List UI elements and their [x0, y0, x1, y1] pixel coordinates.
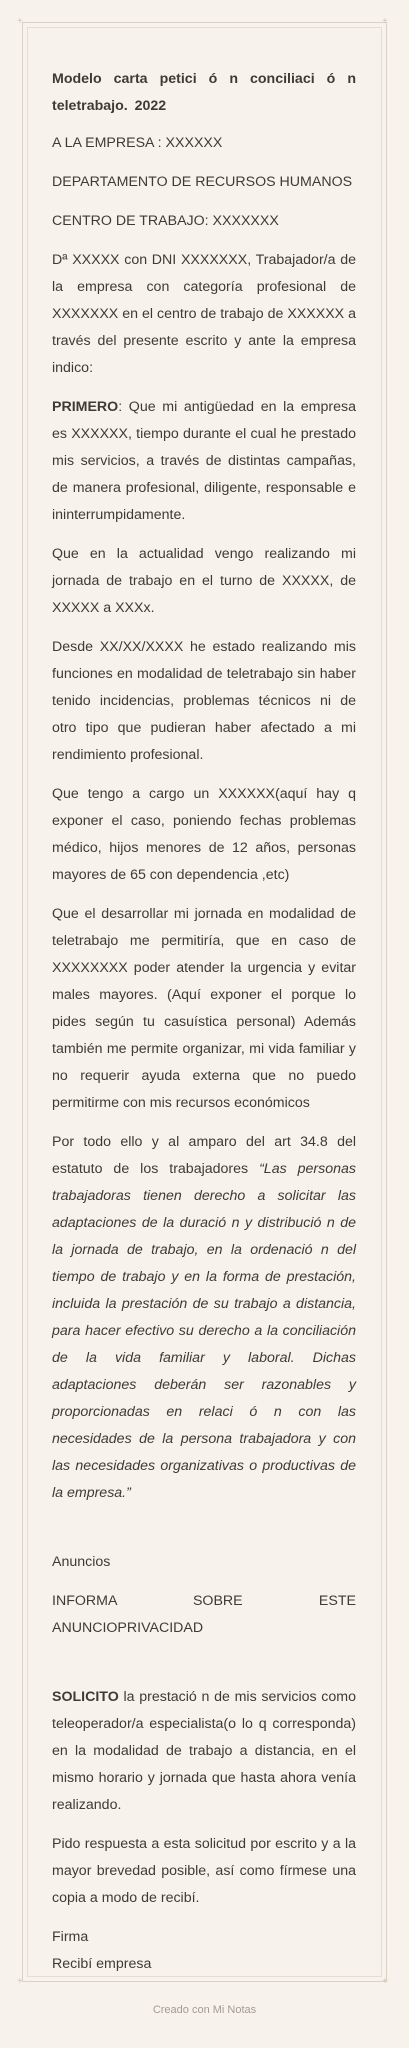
intro-paragraph: Dª XXXXX con DNI XXXXXXX, Trabajador/a de la empresa con categoría profesional de XXXXXXX en el centro de trabajo de XXXXXX a través del presente escrito y ante la empresa indico:	[52, 252, 356, 376]
ads-label: Anuncios	[52, 1554, 111, 1570]
jornada-paragraph: Que en la actualidad vengo realizando mi jornada de trabajo en el turno de XXXXX, de XXXXX a XXXx.	[52, 546, 356, 616]
firma-label: Firma	[52, 1929, 89, 1945]
amparo-quote: “Las personas trabajadoras tienen derecho a solicitar las adaptaciones de la duració n y distribució n de la jornada de trabajo, en la ordenació n del tiempo de trabajo y en la forma de prestación, incluida la prestación de su trabajo a distancia, para hacer efectivo su derecho a la conciliación de la vida familiar y laboral. Dichas adaptaciones deberán ser razonables y proporcionadas en relaci ó n con las necesidades de la persona trabajadora y con las necesidades organizativas o productivas de la empresa.”	[52, 1161, 356, 1501]
note-content	[52, 66, 356, 1990]
solicito-text: la prestació n de mis servicios como teleoperador/a especialista(o lo q corresponda) en la modalidad de trabajo a distancia, en el mismo horario y jornada que hasta ahora venía realizando.	[52, 1689, 356, 1813]
corner-ornament-icon: +	[382, 1976, 388, 1987]
recipient-company: A LA EMPRESA : XXXXXX	[52, 135, 223, 151]
app-footer: Creado con Mi Notas	[152, 2004, 257, 2016]
primero-paragraph	[52, 394, 356, 529]
solicito-paragraph	[52, 1684, 356, 1819]
primero-label: PRIMERO	[52, 399, 119, 415]
document-title: Modelo carta petici ó n conciliaci ó n teletrabajo. 2022	[52, 71, 356, 114]
teletrabajo-paragraph: Desde XX/XX/XXXX he estado realizando mis funciones en modalidad de teletrabajo sin haber tenido incidencias, problemas técnicos ni de otro tipo que pudieran haber afectado a mi rendimiento profesional.	[52, 639, 356, 763]
corner-ornament-icon: +	[17, 16, 23, 27]
desarrollar-paragraph: Que el desarrollar mi jornada en modalidad de teletrabajo me permitiría, que en caso de XXXXXXXX poder atender la urgencia y evitar males mayores. (Aquí exponer el porque lo pides según tu casuística personal) Además también me permite organizar, mi vida familiar y no requerir ayuda externa que no puedo permitirme con mis recursos económicos	[52, 906, 356, 1111]
corner-ornament-icon: +	[382, 16, 388, 27]
primero-text: : Que mi antigüedad en la empresa es XXXXXX, tiempo durante el cual he prestado mis servicios, a través de distintas campañas, de manera profesional, diligente, responsable e ininterrumpidamente.	[52, 399, 356, 523]
cargo-paragraph: Que tengo a cargo un XXXXXX(aquí hay q exponer el caso, poniendo fechas problemas médico, hijos menores de 12 años, personas mayores de 65 con dependencia ,etc)	[52, 786, 356, 883]
work-center: CENTRO DE TRABAJO: XXXXXXX	[52, 213, 279, 229]
amparo-lead: Por todo ello y al amparo del art 34.8 del estatuto de los trabajadores	[52, 1134, 356, 1177]
ads-info-link[interactable]: INFORMA SOBRE ESTE ANUNCIOPRIVACIDAD	[52, 1593, 356, 1636]
amparo-paragraph	[52, 1129, 356, 1507]
recibi-label: Recibí empresa	[52, 1956, 152, 1972]
respuesta-paragraph: Pido respuesta a esta solicitud por escrito y a la mayor brevedad posible, así como fírmese una copia a modo de recibí.	[52, 1836, 356, 1906]
corner-ornament-icon: +	[17, 1976, 23, 1987]
solicito-label: SOLICITO	[52, 1689, 119, 1705]
recipient-department: DEPARTAMENTO DE RECURSOS HUMANOS	[52, 174, 353, 190]
